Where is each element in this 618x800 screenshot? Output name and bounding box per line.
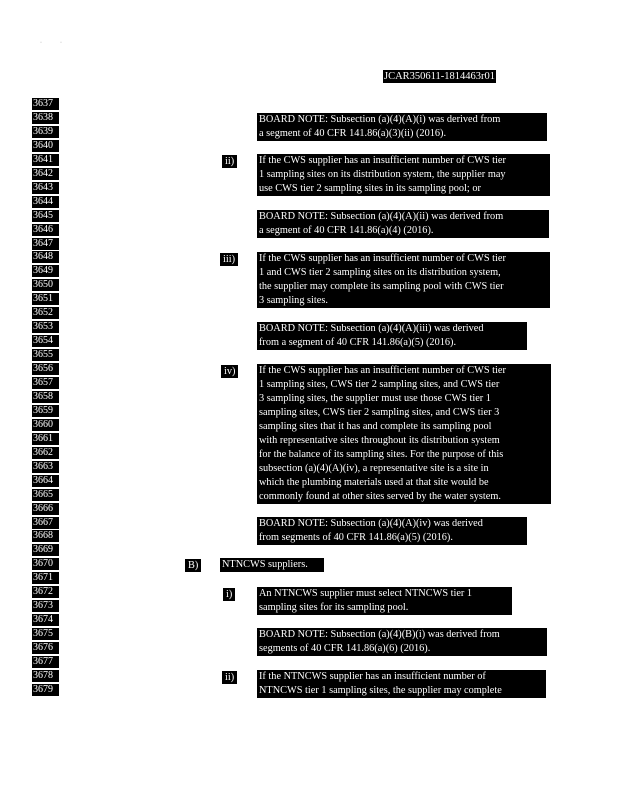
- text-line: BOARD NOTE: Subsection (a)(4)(A)(iv) was derived: [259, 518, 483, 529]
- board-note-a4Bi: [257, 628, 547, 656]
- text-line: for the balance of its sampling sites. For the purpose of this: [259, 448, 504, 460]
- line-number: 3649: [32, 265, 59, 277]
- line-number: 3679: [32, 684, 59, 696]
- line-number: 3655: [32, 349, 59, 361]
- label-B-ii: ii): [222, 671, 237, 684]
- text-line: NTNCWS tier 1 sampling sites, the supplier may complete: [259, 684, 502, 696]
- line-number: 3652: [32, 307, 59, 319]
- text-line: 1 and CWS tier 2 sampling sites on its distribution system,: [259, 266, 501, 278]
- text-line: subsection (a)(4)(A)(iv), a representative site is a site in: [259, 462, 489, 474]
- line-number: 3653: [32, 321, 59, 333]
- line-number: 3650: [32, 279, 59, 291]
- line-number: 3658: [32, 391, 59, 403]
- line-number: 3674: [32, 614, 59, 626]
- line-number: 3641: [32, 154, 59, 166]
- line-number: 3661: [32, 433, 59, 445]
- text-line: use CWS tier 2 sampling sites in its sampling pool; or: [259, 182, 481, 194]
- text-line: An NTNCWS supplier must select NTNCWS tier 1: [259, 588, 473, 599]
- line-number: 3654: [32, 335, 59, 347]
- item-a4Aiv: [257, 364, 551, 504]
- document-id-header: JCAR350611-1814463r01: [384, 71, 496, 82]
- text-line: which the plumbing materials used at that site would be: [259, 476, 489, 488]
- line-number: 3675: [32, 628, 59, 640]
- board-note-a4Ai: [257, 113, 547, 141]
- board-note-a4Aiv: [257, 517, 527, 545]
- line-number: 3663: [32, 461, 59, 473]
- label-B-i: i): [223, 588, 235, 601]
- line-number: 3648: [32, 251, 59, 263]
- section-B-title: [220, 558, 324, 572]
- text-line: If the CWS supplier has an insufficient number of CWS tier: [259, 253, 506, 264]
- text-line: If the CWS supplier has an insufficient number of CWS tier: [259, 365, 506, 376]
- line-number: 3644: [32, 196, 59, 208]
- label-iv: iv): [221, 365, 238, 378]
- line-number: 3669: [32, 544, 59, 556]
- line-number: 3677: [32, 656, 59, 668]
- text-line: 3 sampling sites, the supplier must use those CWS tier 1: [259, 392, 491, 404]
- line-number: 3639: [32, 126, 59, 138]
- line-number: 3657: [32, 377, 59, 389]
- board-note-a4Aiii: [257, 322, 527, 350]
- line-number: 3646: [32, 224, 59, 236]
- line-number: 3673: [32, 600, 59, 612]
- text-line: BOARD NOTE: Subsection (a)(4)(A)(ii) was derived from: [259, 211, 504, 222]
- line-number: 3656: [32, 363, 59, 375]
- text-line: segments of 40 CFR 141.86(a)(6) (2016).: [259, 642, 431, 654]
- line-number: 3643: [32, 182, 59, 194]
- label-ii: ii): [222, 155, 237, 168]
- item-a4Aii: [257, 154, 550, 196]
- text-line: If the CWS supplier has an insufficient number of CWS tier: [259, 155, 506, 166]
- line-number: 3664: [32, 475, 59, 487]
- item-a4Bi: [257, 587, 512, 615]
- line-number: 3671: [32, 572, 59, 584]
- text-line: If the NTNCWS supplier has an insufficient number of: [259, 671, 486, 682]
- text-line: a segment of 40 CFR 141.86(a)(3)(ii) (2016).: [259, 127, 447, 139]
- text-line: sampling sites, CWS tier 2 sampling sites, and CWS tier 3: [259, 406, 500, 418]
- text-line: sampling sites for its sampling pool.: [259, 601, 409, 613]
- text-line: 1 sampling sites, CWS tier 2 sampling sites, and CWS tier: [259, 378, 500, 390]
- text-line: sampling sites that it has and complete its sampling pool: [259, 420, 492, 432]
- text-line: a segment of 40 CFR 141.86(a)(4) (2016).: [259, 224, 434, 236]
- item-a4Aiii: [257, 252, 550, 308]
- text-line: from segments of 40 CFR 141.86(a)(5) (2016).: [259, 531, 453, 543]
- line-number: 3651: [32, 293, 59, 305]
- line-number: 3642: [32, 168, 59, 180]
- text-line: from a segment of 40 CFR 141.86(a)(5) (2016).: [259, 336, 457, 348]
- line-number: 3676: [32, 642, 59, 654]
- item-a4Bii: [257, 670, 546, 698]
- text-line: BOARD NOTE: Subsection (a)(4)(B)(i) was derived from: [259, 629, 500, 640]
- line-number: 3660: [32, 419, 59, 431]
- text-line: commonly found at other sites served by the water system.: [259, 490, 501, 502]
- label-iii: iii): [220, 253, 238, 266]
- text-line: the supplier may complete its sampling pool with CWS tier: [259, 280, 504, 292]
- line-number: 3672: [32, 586, 59, 598]
- board-note-a4Aii: [257, 210, 549, 238]
- line-number: 3647: [32, 238, 59, 250]
- text-line: NTNCWS suppliers.: [222, 559, 308, 570]
- line-number: 3678: [32, 670, 59, 682]
- line-number: 3637: [32, 98, 59, 110]
- text-line: 1 sampling sites on its distribution system, the supplier may: [259, 168, 506, 180]
- line-number: 3668: [32, 530, 59, 542]
- text-line: with representative sites throughout its distribution system: [259, 434, 500, 446]
- text-line: 3 sampling sites.: [259, 294, 328, 306]
- line-number: 3659: [32, 405, 59, 417]
- text-line: BOARD NOTE: Subsection (a)(4)(A)(iii) was derived: [259, 323, 484, 334]
- line-number: 3667: [32, 517, 59, 529]
- label-B: B): [185, 559, 201, 572]
- scan-specks: · ·: [40, 40, 62, 46]
- line-number: 3666: [32, 503, 59, 515]
- line-number: 3645: [32, 210, 59, 222]
- text-line: BOARD NOTE: Subsection (a)(4)(A)(i) was derived from: [259, 114, 501, 125]
- line-number: 3662: [32, 447, 59, 459]
- line-number: 3638: [32, 112, 59, 124]
- line-number: 3665: [32, 489, 59, 501]
- line-number: 3640: [32, 140, 59, 152]
- line-number: 3670: [32, 558, 59, 570]
